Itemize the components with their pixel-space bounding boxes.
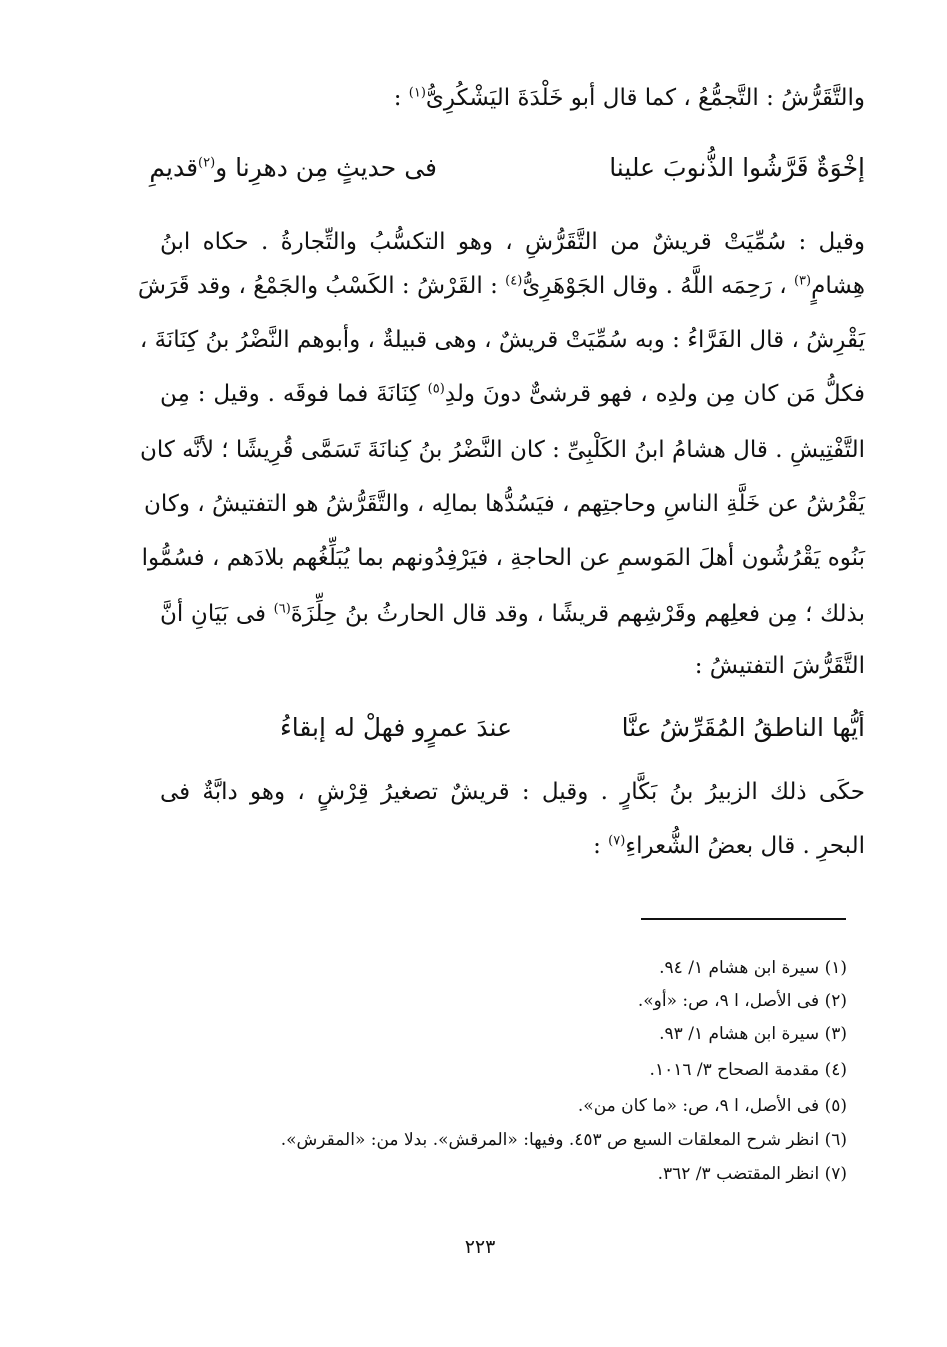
text-line: التَّفْتِيشِ . قال هشامُ ابنُ الكَلْبِىِّ : كان النَّضْرُ بنُ كِنانَةَ تَسَمَّى قُرِيشًا ؛ لأنَّه كان xyxy=(139,437,865,463)
footnote-ref: (٦) xyxy=(273,601,291,617)
footnote-item: (٣) سيرة ابن هشام ١/ ٩٣. xyxy=(659,1024,847,1044)
text-line xyxy=(137,266,865,306)
text-line: وقيل : سُمِّيَتْ قريشٌ من التَّقَرُّشِ ، وهو التكسُّبُ والتِّجارةُ . حكاه ابنُ xyxy=(160,229,865,255)
footnote-item: (١) سيرة ابن هشام ١/ ٩٤. xyxy=(659,958,847,978)
footnote-item: (٥) فى الأصل، ا ٩، ص: «ما كان من». xyxy=(577,1096,847,1116)
page-number: ٢٢٣ xyxy=(464,1236,496,1258)
footnote-item: (٤) مقدمة الصحاح ٣/ ١٠١٦. xyxy=(649,1060,847,1080)
text-line xyxy=(593,826,865,866)
text-span: بذلك ؛ مِن فعلِهم وقَرْشِهم قريشًا ، وقد قال الحارثُ بنُ حِلِّزَةَ xyxy=(290,601,865,627)
text-line: يَقْرُشُ عن خَلَّةِ الناسِ وحاجتِهم ، فيَسُدُّها بمالِه ، والتَّقَرُّشُ هو التفتيشُ ، وكان xyxy=(143,491,865,517)
text-span: فى حديثٍ مِن دهرِنا و xyxy=(215,153,437,182)
text-span: فكلُّ مَن كان مِن ولدِه ، فهو قرشىٌّ دونَ ولدِ xyxy=(444,381,865,407)
text-span: ، رَحِمَه اللَّهُ . وقال الجَوْهَرِىُّ xyxy=(522,273,794,299)
text-span: : القَرْشُ : الكَسْبُ والجَمْعُ ، وقد قَرَشَ xyxy=(137,273,506,299)
text-line xyxy=(160,374,865,414)
footnote-ref: (٧) xyxy=(608,833,626,849)
text-span: : xyxy=(393,85,409,111)
text-line: التَّقَرُّشَ التفتيشُ : xyxy=(694,653,865,679)
text-line xyxy=(394,78,865,118)
verse-hemistich-left xyxy=(149,146,437,190)
text-span: قديمِ xyxy=(149,153,199,182)
text-span: كِنَانَةَ فما فوقَه . وقيل : مِن xyxy=(160,381,428,407)
text-span: : xyxy=(593,833,609,859)
text-span: هِشامٍ xyxy=(811,273,865,299)
text-line: حكَى ذلك الزبيرُ بنُ بَكَّارٍ . وقيل : قريشٌ تصغيرُ قِرْشٍ ، وهو دابَّةٌ فى xyxy=(160,779,865,805)
footnote-item: (٦) انظر شرح المعلقات السبع ص ٤٥٣. وفيها: «المرقش». بدلا من: «المقرش». xyxy=(280,1130,847,1150)
footnote-divider xyxy=(641,918,846,920)
text-line xyxy=(160,594,865,634)
text-span: والتَّقَرُّشُ : التَّجمُّعُ ، كما قال أبو خَلْدَةَ اليَشْكُرِىُّ xyxy=(425,85,865,111)
footnote-ref: (١) xyxy=(408,85,426,101)
footnote-ref: (٢) xyxy=(198,155,216,171)
text-line: يَقْرِشُ ، قال الفَرَّاءُ : وبه سُمِّيَتْ قريشٌ ، وهى قبيلةٌ ، وأبوهم النَّضْرُ بنُ كِنَانَةَ ، xyxy=(139,327,865,353)
footnote-ref: (٣) xyxy=(793,273,812,289)
verse-hemistich-right: إخْوَةٌ قَرَّشُوا الذُّنوبَ علينا xyxy=(609,153,865,182)
footnote-item: (٧) انظر المقتضب ٣/ ٣٦٢. xyxy=(657,1164,847,1184)
footnote-ref: (٥) xyxy=(427,381,445,397)
verse-hemistich-left: عندَ عمرٍو فهلْ له إبقاءُ xyxy=(280,713,512,742)
text-span: البحرِ . قال بعضُ الشُّعراءِ xyxy=(625,833,865,859)
footnote-ref: (٤) xyxy=(505,273,523,289)
verse-hemistich-right: أيُّها الناطقُ المُقَرِّشُ عنَّا xyxy=(621,713,865,742)
text-span: فى بَيَانِ أنَّ xyxy=(160,601,274,627)
text-line: بَنُوه يَقْرُشُون أهلَ المَوسمِ عن الحاجةِ ، فيَرْفِدُونهم بما يُبَلِّغُهم بلادَهم ، فسُمُّوا xyxy=(141,545,865,571)
footnote-item: (٢) فى الأصل، ا ٩، ص: «أو». xyxy=(637,991,847,1011)
